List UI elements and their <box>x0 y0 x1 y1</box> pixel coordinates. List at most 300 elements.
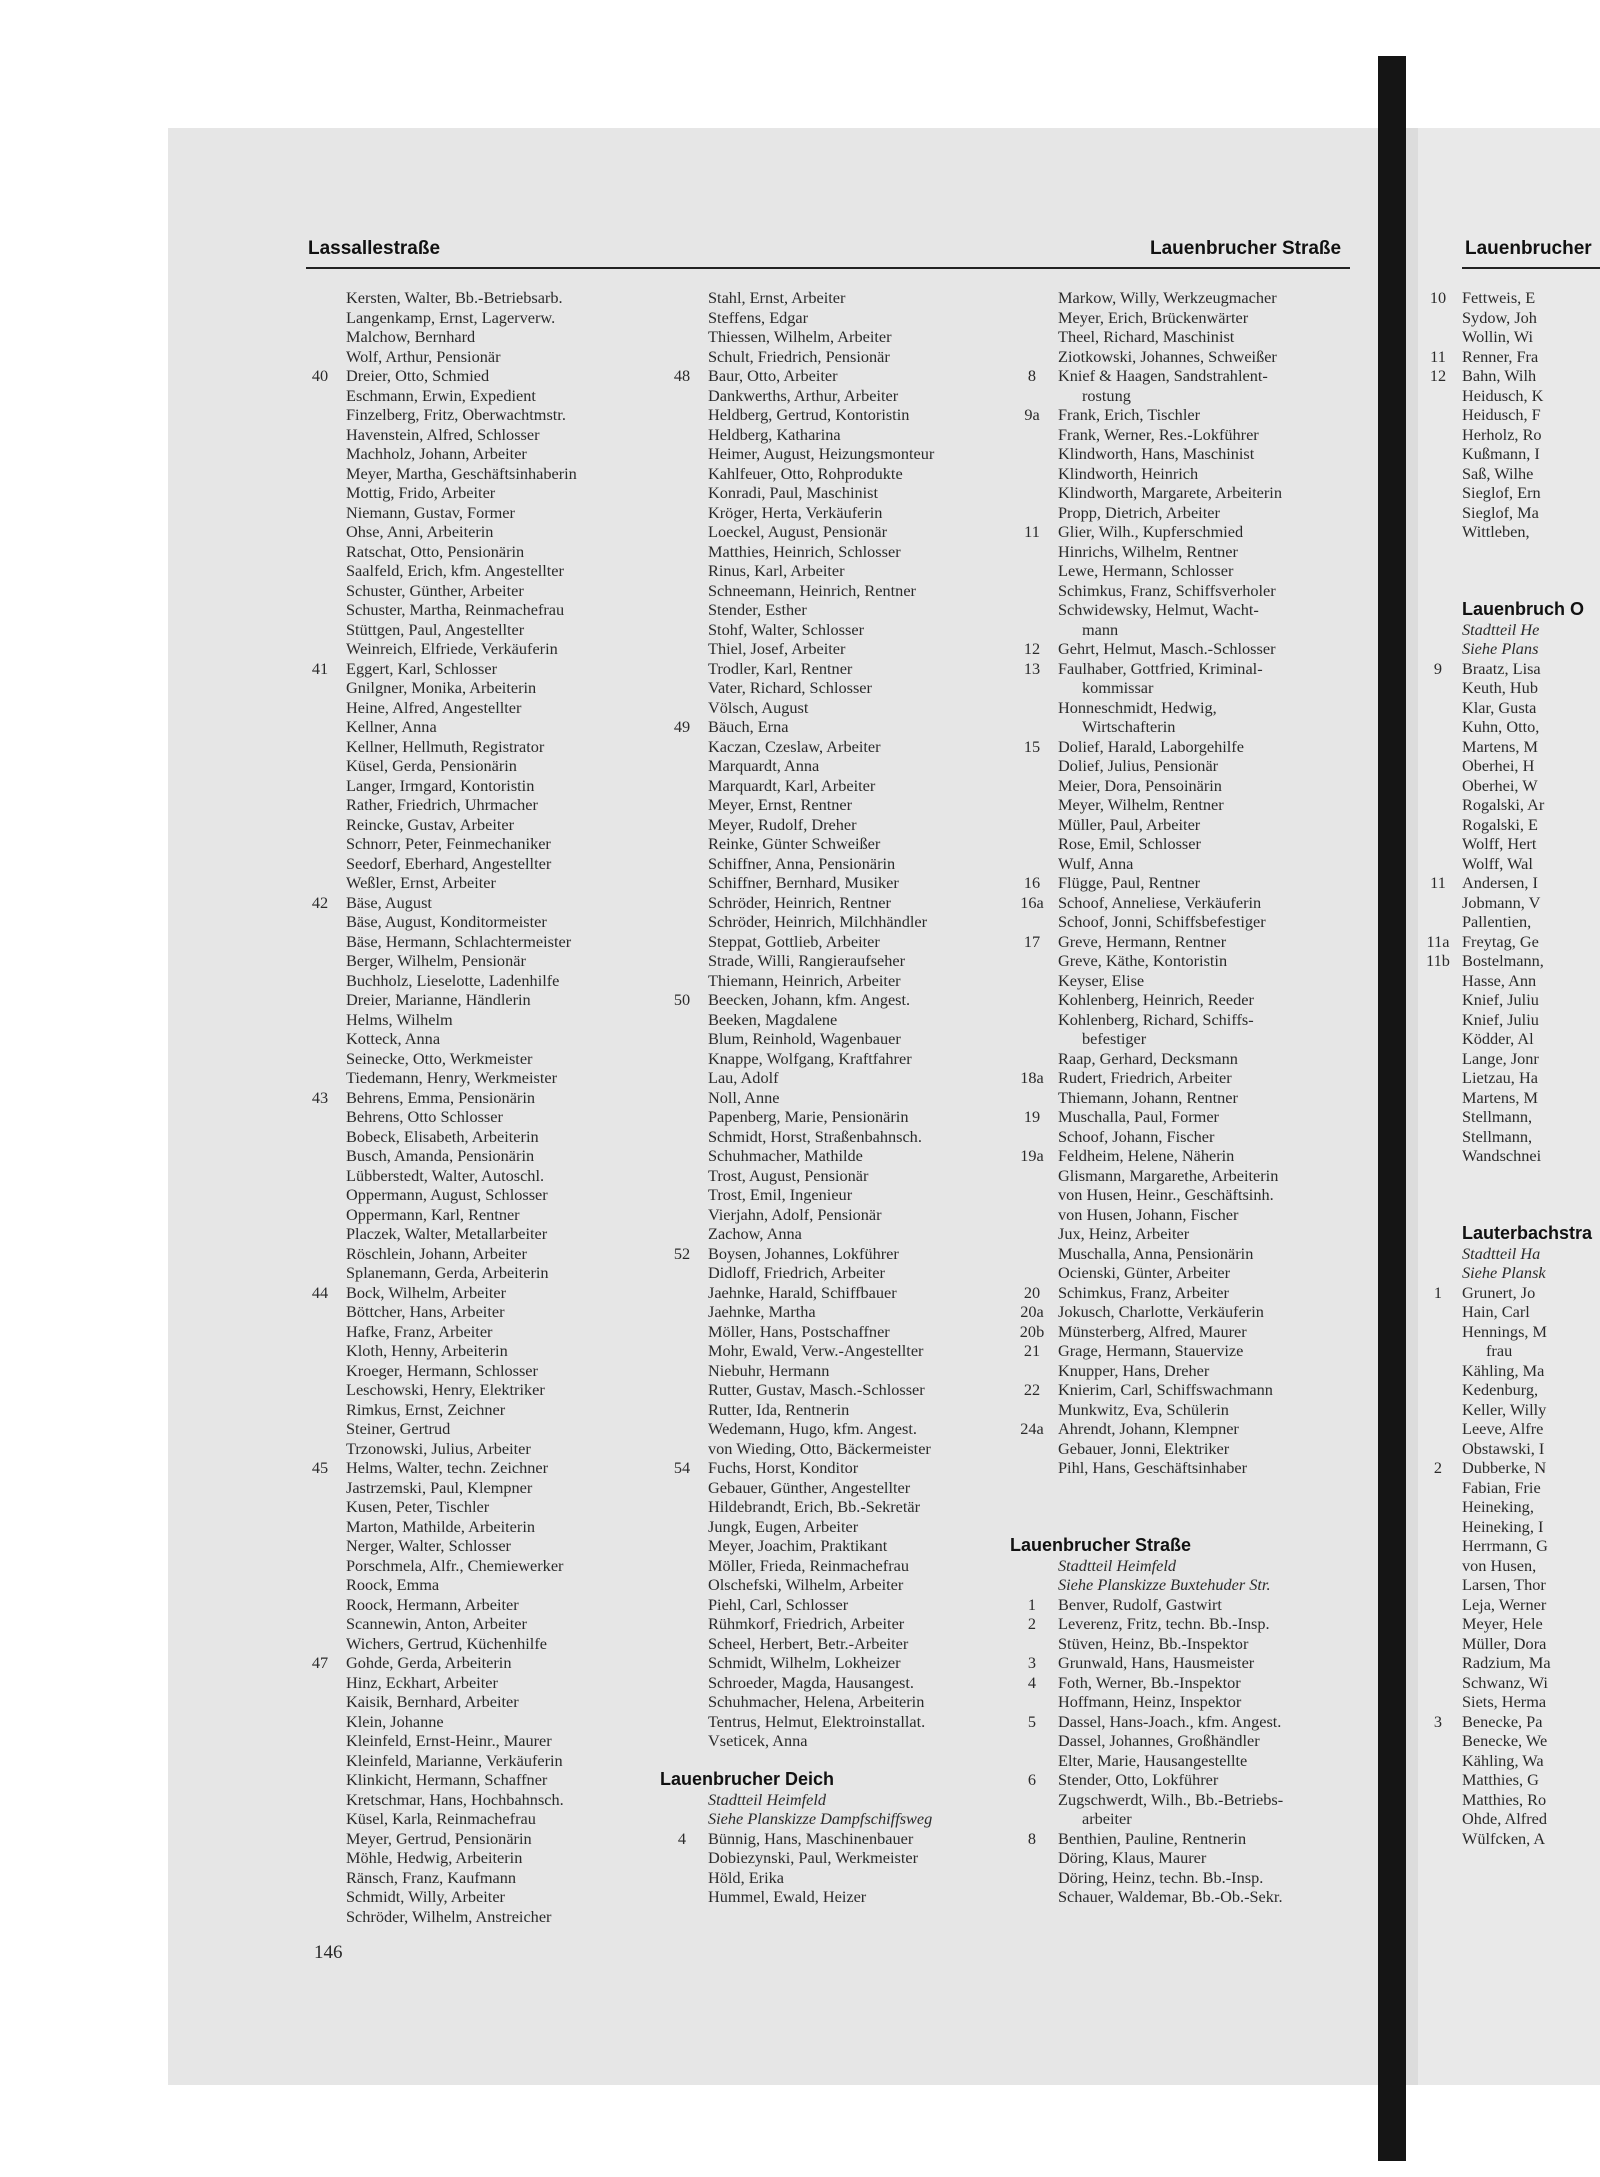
house-number: 1 <box>1433 1282 1443 1302</box>
resident-text: Leverenz, Fritz, techn. Bb.-Insp. <box>1058 1614 1270 1633</box>
resident-text: Schimkus, Franz, Arbeiter <box>1058 1282 1229 1302</box>
resident-text: Böttcher, Hans, Arbeiter <box>346 1302 505 1321</box>
resident-text: Kersten, Walter, Bb.-Betriebsarb. <box>346 288 563 307</box>
resident-text: Meyer, Wilhelm, Rentner <box>1058 795 1224 814</box>
resident-text: Renner, Fra <box>1462 346 1539 366</box>
house-number: 48 <box>673 366 691 385</box>
resident-text: Raap, Gerhard, Decksmann <box>1058 1048 1238 1068</box>
resident-text: Möller, Frieda, Reinmachefrau <box>708 1555 909 1575</box>
resident-text: Küsel, Gerda, Pensionärin <box>346 756 517 775</box>
resident-text: Rogalski, Ar <box>1462 795 1545 814</box>
resident-text: Heineking, I <box>1462 1516 1544 1536</box>
resident-text: Knief & Haagen, Sandstrahlent- <box>1058 366 1268 385</box>
resident-text: Dobiezynski, Paul, Werkmeister <box>708 1848 919 1867</box>
header-rule-right <box>1462 267 1600 269</box>
resident-text: kommissar <box>1082 678 1154 697</box>
resident-text: Hasse, Ann <box>1462 970 1537 990</box>
resident-text: Hinz, Eckhart, Arbeiter <box>346 1672 498 1692</box>
resident-text: Gnilgner, Monika, Arbeiterin <box>346 678 537 697</box>
house-number: 9a <box>1024 405 1040 424</box>
house-number: 42 <box>311 892 329 912</box>
resident-text: Didloff, Friedrich, Arbeiter <box>708 1263 885 1282</box>
resident-text: Rühmkorf, Friedrich, Arbeiter <box>708 1614 905 1633</box>
resident-text: rostung <box>1082 385 1131 405</box>
resident-text: Ahrendt, Johann, Klempner <box>1058 1419 1239 1438</box>
resident-text: Klar, Gusta <box>1462 697 1537 717</box>
resident-text: Grunwald, Hans, Hausmeister <box>1058 1653 1255 1672</box>
resident-text: Tiedemann, Henry, Werkmeister <box>346 1068 558 1087</box>
house-number: 16 <box>1023 873 1041 892</box>
resident-text: Heineking, <box>1462 1497 1534 1516</box>
resident-text: Jobmann, V <box>1462 892 1541 912</box>
resident-text: Buchholz, Lieselotte, Ladenhilfe <box>346 970 560 990</box>
house-number: 4 <box>1027 1672 1037 1692</box>
resident-text: Bäse, Hermann, Schlachtermeister <box>346 931 572 951</box>
resident-text: von Husen, Heinr., Geschäftsinh. <box>1058 1185 1274 1204</box>
resident-text: Stüven, Heinz, Bb.-Inspektor <box>1058 1633 1249 1653</box>
house-number: 11 <box>1024 522 1040 541</box>
resident-text: Trodler, Karl, Rentner <box>708 658 853 678</box>
resident-text: Berger, Wilhelm, Pensionär <box>346 951 526 970</box>
resident-text: Müller, Dora <box>1462 1633 1547 1653</box>
resident-text: Freytag, Ge <box>1462 931 1539 951</box>
resident-text: Bobeck, Elisabeth, Arbeiterin <box>346 1126 539 1146</box>
resident-text: Vater, Richard, Schlosser <box>708 678 872 697</box>
resident-text: Foth, Werner, Bb.-Inspektor <box>1058 1672 1241 1692</box>
house-number: 4 <box>677 1828 687 1848</box>
house-number: 3 <box>1027 1653 1037 1672</box>
resident-text: Behrens, Emma, Pensionärin <box>346 1087 536 1107</box>
resident-text: Hoffmann, Heinz, Inspektor <box>1058 1692 1242 1711</box>
house-number: 11a <box>1426 931 1450 951</box>
resident-text: Müller, Paul, Arbeiter <box>1058 814 1201 834</box>
resident-text: Grunert, Jo <box>1462 1282 1536 1302</box>
resident-text: Steffens, Edgar <box>708 307 809 327</box>
resident-text: Havenstein, Alfred, Schlosser <box>346 424 540 444</box>
house-number: 52 <box>673 1243 691 1263</box>
resident-text: Langer, Irmgard, Kontoristin <box>346 775 535 795</box>
resident-text: Knupper, Hans, Dreher <box>1058 1360 1210 1380</box>
house-number: 11 <box>1430 873 1446 892</box>
running-header-center-right: Lauenbrucher Straße <box>1150 238 1342 259</box>
resident-text: Meyer, Erich, Brückenwärter <box>1058 307 1249 327</box>
street-subheading-text: Siehe Plansk <box>1462 1263 1546 1282</box>
house-number: 54 <box>673 1458 691 1477</box>
resident-text: Baur, Otto, Arbeiter <box>708 366 838 385</box>
resident-text: Muschalla, Anna, Pensionärin <box>1058 1243 1254 1263</box>
resident-text: Konradi, Paul, Maschinist <box>708 483 879 502</box>
resident-text: Bäse, August, Konditormeister <box>346 912 547 931</box>
resident-text: Stahl, Ernst, Arbeiter <box>708 288 846 307</box>
page-number: 146 <box>314 1942 343 1963</box>
book-spine <box>1378 56 1406 2161</box>
resident-text: Gebauer, Günther, Angestellter <box>708 1477 911 1497</box>
resident-text: Schnorr, Peter, Feinmechaniker <box>346 834 551 853</box>
resident-text: Busch, Amanda, Pensionärin <box>346 1146 535 1165</box>
resident-text: Strade, Willi, Rangieraufseher <box>708 951 906 970</box>
resident-text: Heidusch, K <box>1462 385 1544 405</box>
resident-text: Radzium, Ma <box>1462 1653 1551 1672</box>
resident-text: Loeckel, August, Pensionär <box>708 522 888 541</box>
resident-text: Schröder, Wilhelm, Anstreicher <box>346 1906 552 1926</box>
resident-text: Kellner, Anna <box>346 717 437 736</box>
resident-text: Marquardt, Karl, Arbeiter <box>708 775 876 795</box>
house-number: 20 <box>1023 1282 1041 1302</box>
resident-text: Papenberg, Marie, Pensionärin <box>708 1107 909 1126</box>
street-subheading-text: Stadtteil He <box>1462 619 1540 639</box>
resident-text: Benver, Rudolf, Gastwirt <box>1058 1594 1222 1614</box>
house-number: 3 <box>1433 1711 1443 1731</box>
resident-text: Schmidt, Willy, Arbeiter <box>346 1887 505 1906</box>
resident-text: Bäuch, Erna <box>708 717 789 736</box>
resident-text: Knappe, Wolfgang, Kraftfahrer <box>708 1048 912 1068</box>
resident-text: Bostelmann, <box>1462 951 1544 970</box>
house-number: 21 <box>1023 1341 1041 1360</box>
resident-text: Matthies, Ro <box>1462 1789 1547 1809</box>
resident-text: Schwanz, Wi <box>1462 1672 1548 1692</box>
resident-text: Schoof, Johann, Fischer <box>1058 1126 1215 1146</box>
resident-text: Honneschmidt, Hedwig, <box>1058 697 1217 717</box>
resident-text: Martens, M <box>1462 736 1538 756</box>
resident-text: Fettweis, E <box>1462 288 1536 307</box>
resident-text: Andersen, I <box>1462 873 1538 892</box>
house-number: 20b <box>1019 1321 1045 1341</box>
resident-text: Dassel, Johannes, Großhändler <box>1058 1731 1260 1750</box>
resident-text: Stüttgen, Paul, Angestellter <box>346 619 525 639</box>
resident-text: Möller, Hans, Postschaffner <box>708 1321 890 1341</box>
resident-text: Jux, Heinz, Arbeiter <box>1058 1224 1190 1243</box>
resident-text: Stellmann, <box>1462 1107 1533 1126</box>
resident-text: Niemann, Gustav, Former <box>346 502 515 522</box>
resident-text: Kleinfeld, Ernst-Heinr., Maurer <box>346 1731 552 1750</box>
resident-text: Marton, Mathilde, Arbeiterin <box>346 1516 535 1536</box>
resident-text: Lietzau, Ha <box>1462 1068 1538 1087</box>
resident-text: Reinke, Günter Schweißer <box>708 834 881 853</box>
resident-text: Wollin, Wi <box>1462 327 1533 346</box>
house-number: 10 <box>1429 288 1447 307</box>
resident-text: Wolf, Arthur, Pensionär <box>346 346 501 366</box>
resident-text: Oppermann, Karl, Rentner <box>346 1204 520 1224</box>
resident-text: Wolff, Hert <box>1462 834 1537 853</box>
resident-text: Hain, Carl <box>1462 1302 1530 1321</box>
house-number: 2 <box>1027 1614 1037 1633</box>
resident-text: Boysen, Johannes, Lokführer <box>708 1243 899 1263</box>
resident-text: Feldheim, Helene, Näherin <box>1058 1146 1235 1165</box>
house-number: 8 <box>1027 1828 1037 1848</box>
resident-text: Rimkus, Ernst, Zeichner <box>346 1399 506 1419</box>
resident-text: Oppermann, August, Schlosser <box>346 1185 548 1204</box>
resident-text: von Husen, <box>1462 1555 1537 1575</box>
street-heading-text: Lauenbruch O <box>1462 599 1585 619</box>
resident-text: Vierjahn, Adolf, Pensionär <box>708 1204 882 1224</box>
resident-text: Porschmela, Alfr., Chemiewerker <box>346 1555 564 1575</box>
resident-text: Benthien, Pauline, Rentnerin <box>1058 1828 1247 1848</box>
resident-text: Munkwitz, Eva, Schülerin <box>1058 1399 1229 1419</box>
resident-text: Greve, Hermann, Rentner <box>1058 931 1227 951</box>
resident-text: Meyer, Joachim, Praktikant <box>708 1536 888 1555</box>
resident-text: Kroeger, Hermann, Schlosser <box>346 1360 538 1380</box>
resident-text: Lübberstedt, Walter, Autoschl. <box>346 1165 545 1185</box>
resident-text: Benecke, Pa <box>1462 1711 1543 1731</box>
house-number: 12 <box>1429 366 1447 385</box>
street-heading-text: Lauenbrucher Deich <box>660 1769 835 1789</box>
resident-text: Schmidt, Horst, Straßenbahnsch. <box>708 1126 922 1146</box>
resident-text: mann <box>1082 619 1119 639</box>
resident-text: Dankwerths, Arthur, Arbeiter <box>708 385 899 405</box>
resident-text: befestiger <box>1082 1029 1147 1048</box>
resident-text: Theel, Richard, Maschinist <box>1058 327 1235 346</box>
resident-text: Kuhn, Otto, <box>1462 717 1540 736</box>
resident-text: Ränsch, Franz, Kaufmann <box>346 1867 516 1887</box>
resident-text: Rather, Friedrich, Uhrmacher <box>346 795 538 814</box>
resident-text: Herholz, Ro <box>1462 424 1542 444</box>
resident-text: Schröder, Heinrich, Rentner <box>708 892 891 912</box>
resident-text: Fuchs, Horst, Konditor <box>708 1458 859 1477</box>
resident-text: Trost, August, Pensionär <box>708 1165 869 1185</box>
resident-text: Zachow, Anna <box>708 1224 802 1243</box>
resident-text: Seinecke, Otto, Werkmeister <box>346 1048 533 1068</box>
resident-text: Langenkamp, Ernst, Lagerverw. <box>346 307 556 327</box>
resident-text: Rose, Emil, Schlosser <box>1058 834 1201 853</box>
resident-text: Olschefski, Wilhelm, Arbeiter <box>708 1575 904 1594</box>
resident-text: Kretschmar, Hans, Hochbahnsch. <box>346 1789 564 1809</box>
resident-text: Knierim, Carl, Schiffswachmann <box>1058 1380 1273 1399</box>
resident-text: Bünnig, Hans, Maschinenbauer <box>708 1828 914 1848</box>
house-number: 44 <box>311 1282 329 1302</box>
running-header-far-right: Lauenbrucher <box>1465 238 1592 259</box>
resident-text: Rutter, Ida, Rentnerin <box>708 1399 850 1419</box>
street-subheading-text: Siehe Planskizze Dampfschiffsweg <box>708 1809 933 1828</box>
street-subheading-text: Stadtteil Ha <box>1462 1243 1541 1263</box>
resident-text: Fabian, Frie <box>1462 1477 1541 1497</box>
resident-text: Meyer, Hele <box>1462 1614 1543 1633</box>
resident-text: Scheel, Herbert, Betr.-Arbeiter <box>708 1633 909 1653</box>
resident-text: Schiffner, Anna, Pensionärin <box>708 853 896 873</box>
resident-text: Kloth, Henny, Arbeiterin <box>346 1341 508 1360</box>
resident-text: Piehl, Carl, Schlosser <box>708 1594 849 1614</box>
house-number: 1 <box>1027 1594 1037 1614</box>
resident-text: Gebauer, Jonni, Elektriker <box>1058 1438 1230 1458</box>
header-rule <box>306 267 1350 269</box>
resident-text: Schneemann, Heinrich, Rentner <box>708 580 916 600</box>
resident-text: Kußmann, I <box>1462 444 1540 463</box>
resident-text: Kusen, Peter, Tischler <box>346 1497 490 1516</box>
resident-text: Döring, Klaus, Maurer <box>1058 1848 1207 1867</box>
house-number: 43 <box>311 1087 329 1107</box>
resident-text: arbeiter <box>1082 1809 1132 1828</box>
resident-text: Meyer, Gertrud, Pensionärin <box>346 1828 532 1848</box>
resident-text: Wedemann, Hugo, kfm. Angest. <box>708 1419 917 1438</box>
resident-text: Völsch, August <box>708 697 809 717</box>
resident-text: Münsterberg, Alfred, Maurer <box>1058 1321 1247 1341</box>
resident-text: Lewe, Hermann, Schlosser <box>1058 561 1234 580</box>
resident-text: Rinus, Karl, Arbeiter <box>708 561 845 580</box>
resident-text: Jaehnke, Harald, Schiffbauer <box>708 1282 897 1302</box>
house-number: 18a <box>1020 1068 1044 1087</box>
resident-text: Wichers, Gertrud, Küchenhilfe <box>346 1633 547 1653</box>
resident-text: Saalfeld, Erich, kfm. Angestellter <box>346 561 564 580</box>
house-number: 13 <box>1023 658 1041 678</box>
resident-text: Kahlfeuer, Otto, Rohprodukte <box>708 463 903 483</box>
resident-text: Jokusch, Charlotte, Verkäuferin <box>1058 1302 1264 1321</box>
resident-text: Gohde, Gerda, Arbeiterin <box>346 1653 512 1672</box>
resident-text: Hennings, M <box>1462 1321 1548 1341</box>
resident-text: Mottig, Frido, Arbeiter <box>346 483 496 502</box>
resident-text: Schuhmacher, Mathilde <box>708 1146 863 1165</box>
resident-text: Keuth, Hub <box>1462 678 1538 697</box>
resident-text: Schwidewsky, Helmut, Wacht- <box>1058 600 1259 619</box>
house-number: 22 <box>1023 1380 1041 1399</box>
resident-text: Wulf, Anna <box>1058 853 1134 873</box>
resident-text: Knief, Juliu <box>1462 1009 1539 1029</box>
resident-text: Leeve, Alfre <box>1462 1419 1544 1438</box>
resident-text: Kähling, Wa <box>1462 1750 1544 1770</box>
resident-text: Frank, Erich, Tischler <box>1058 405 1200 424</box>
resident-text: Jungk, Eugen, Arbeiter <box>708 1516 859 1536</box>
resident-text: Schiffner, Bernhard, Musiker <box>708 873 899 892</box>
resident-text: Machholz, Johann, Arbeiter <box>346 444 527 463</box>
resident-text: Nerger, Walter, Schlosser <box>346 1536 511 1555</box>
resident-text: Martens, M <box>1462 1087 1538 1107</box>
resident-text: Schuhmacher, Helena, Arbeiterin <box>708 1692 925 1711</box>
resident-text: Schoof, Jonni, Schiffsbefestiger <box>1058 912 1266 931</box>
resident-text: Pihl, Hans, Geschäftsinhaber <box>1058 1458 1247 1477</box>
running-header-left: Lassallestraße <box>308 238 441 259</box>
resident-text: Heldberg, Gertrud, Kontoristin <box>708 405 910 424</box>
resident-text: Pallentien, <box>1462 912 1532 931</box>
resident-text: Glismann, Margarethe, Arbeiterin <box>1058 1165 1279 1185</box>
resident-text: Zugschwerdt, Wilh., Bb.-Betriebs- <box>1058 1789 1284 1809</box>
resident-text: Thiessen, Wilhelm, Arbeiter <box>708 327 892 346</box>
resident-text: Mohr, Ewald, Verw.-Angestellter <box>708 1341 924 1360</box>
resident-text: Braatz, Lisa <box>1462 658 1541 678</box>
resident-text: Behrens, Otto Schlosser <box>346 1107 503 1126</box>
resident-text: Keller, Willy <box>1462 1399 1547 1419</box>
resident-text: Schuster, Günther, Arbeiter <box>346 580 524 600</box>
house-number: 12 <box>1023 639 1041 658</box>
resident-text: Thiemann, Heinrich, Arbeiter <box>708 970 901 990</box>
resident-text: Meyer, Martha, Geschäftsinhaberin <box>346 463 577 483</box>
resident-text: Kleinfeld, Marianne, Verkäuferin <box>346 1750 563 1770</box>
resident-text: von Husen, Johann, Fischer <box>1058 1204 1239 1224</box>
house-number: 47 <box>311 1653 329 1672</box>
house-number: 8 <box>1027 366 1037 385</box>
resident-text: Kröger, Herta, Verkäuferin <box>708 502 883 522</box>
resident-text: Keyser, Elise <box>1058 970 1145 990</box>
resident-text: Eschmann, Erwin, Expedient <box>346 385 536 405</box>
resident-text: Klindworth, Heinrich <box>1058 463 1199 483</box>
resident-text: Heine, Alfred, Angestellter <box>346 697 522 717</box>
resident-text: Wandschnei <box>1462 1146 1542 1165</box>
resident-text: Dassel, Hans-Joach., kfm. Angest. <box>1058 1711 1282 1731</box>
resident-text: Kotteck, Anna <box>346 1029 441 1048</box>
resident-text: Schroeder, Magda, Hausangest. <box>708 1672 914 1692</box>
resident-text: Klindworth, Margarete, Arbeiterin <box>1058 483 1282 502</box>
resident-text: Stohf, Walter, Schlosser <box>708 619 865 639</box>
resident-text: Faulhaber, Gottfried, Kriminal- <box>1058 658 1263 678</box>
resident-text: Klinkicht, Hermann, Schaffner <box>346 1770 548 1789</box>
resident-text: Klindworth, Hans, Maschinist <box>1058 444 1255 463</box>
resident-text: Eggert, Karl, Schlosser <box>346 658 498 678</box>
resident-text: Rudert, Friedrich, Arbeiter <box>1058 1068 1232 1087</box>
resident-text: Beecken, Johann, kfm. Angest. <box>708 990 911 1009</box>
resident-text: Meyer, Rudolf, Dreher <box>708 814 857 834</box>
resident-text: Ohde, Alfred <box>1462 1809 1547 1828</box>
house-number: 5 <box>1027 1711 1037 1731</box>
resident-text: Helms, Walter, techn. Zeichner <box>346 1458 549 1477</box>
house-number: 50 <box>673 990 691 1009</box>
resident-text: Obstawski, I <box>1462 1438 1545 1458</box>
resident-text: Jaehnke, Martha <box>708 1302 816 1321</box>
resident-text: Tentrus, Helmut, Elektroinstallat. <box>708 1711 926 1731</box>
resident-text: Placzek, Walter, Metallarbeiter <box>346 1224 548 1243</box>
resident-text: Benecke, We <box>1462 1731 1548 1750</box>
resident-text: Frank, Werner, Res.-Lokführer <box>1058 424 1259 444</box>
resident-text: Rogalski, E <box>1462 814 1538 834</box>
resident-text: Klein, Johanne <box>346 1711 444 1731</box>
resident-text: Dolief, Julius, Pensionär <box>1058 756 1219 775</box>
resident-text: Schröder, Heinrich, Milchhändler <box>708 912 928 931</box>
resident-text: Wolff, Wal <box>1462 853 1533 873</box>
resident-text: Thiel, Josef, Arbeiter <box>708 639 846 658</box>
house-number: 15 <box>1023 736 1041 756</box>
resident-text: Heidusch, F <box>1462 405 1541 424</box>
resident-text: Bahn, Wilh <box>1462 366 1537 385</box>
resident-text: Ködder, Al <box>1462 1029 1534 1048</box>
resident-text: Propp, Dietrich, Arbeiter <box>1058 502 1220 522</box>
resident-text: Kaisik, Bernhard, Arbeiter <box>346 1692 519 1711</box>
resident-text: Roock, Hermann, Arbeiter <box>346 1594 519 1614</box>
resident-text: Stender, Otto, Lokführer <box>1058 1770 1219 1789</box>
resident-text: Rutter, Gustav, Masch.-Schlosser <box>708 1380 925 1399</box>
resident-text: Heldberg, Katharina <box>708 424 841 444</box>
resident-text: Malchow, Bernhard <box>346 327 476 346</box>
resident-text: Hafke, Franz, Arbeiter <box>346 1321 493 1341</box>
resident-text: Schmidt, Wilhelm, Lokheizer <box>708 1653 901 1672</box>
house-number: 11 <box>1430 346 1446 366</box>
street-heading-text: Lauenbrucher Straße <box>1010 1535 1192 1555</box>
resident-text: Seedorf, Eberhard, Angestellter <box>346 853 552 873</box>
resident-text: Leschowski, Henry, Elektriker <box>346 1380 545 1399</box>
resident-text: Jastrzemski, Paul, Klempner <box>346 1477 533 1497</box>
resident-text: Döring, Heinz, techn. Bb.-Insp. <box>1058 1867 1264 1887</box>
resident-text: Helms, Wilhelm <box>346 1009 453 1029</box>
resident-text: Roock, Emma <box>346 1575 440 1594</box>
street-subheading-text: Siehe Plans <box>1462 639 1539 658</box>
house-number: 9 <box>1433 658 1443 678</box>
resident-text: Sydow, Joh <box>1462 307 1537 327</box>
resident-text: Vseticek, Anna <box>708 1731 808 1750</box>
resident-text: Oberhei, W <box>1462 775 1538 795</box>
resident-text: Markow, Willy, Werkzeugmacher <box>1058 288 1277 307</box>
resident-text: Saß, Wilhe <box>1462 463 1534 483</box>
house-number: 11b <box>1426 951 1450 970</box>
resident-text: Weßler, Ernst, Arbeiter <box>346 873 496 892</box>
resident-text: Gehrt, Helmut, Masch.-Schlosser <box>1058 639 1276 658</box>
resident-text: Höld, Erika <box>708 1867 784 1887</box>
spine-gutter <box>1406 128 1418 2085</box>
resident-text: Thiemann, Johann, Rentner <box>1058 1087 1238 1107</box>
resident-text: Schoof, Anneliese, Verkäuferin <box>1058 892 1262 912</box>
resident-text: Ziotkowski, Johannes, Schweißer <box>1058 346 1277 366</box>
resident-text: Trzonowski, Julius, Arbeiter <box>346 1438 531 1458</box>
resident-text: frau <box>1486 1341 1513 1360</box>
resident-text: Elter, Marie, Hausangestellte <box>1058 1750 1248 1770</box>
resident-text: Kohlenberg, Heinrich, Reeder <box>1058 990 1254 1009</box>
street-heading-text: Lauterbachstra <box>1462 1223 1593 1243</box>
resident-text: Wirtschafterin <box>1082 717 1176 736</box>
resident-text: Dubberke, N <box>1462 1458 1547 1477</box>
